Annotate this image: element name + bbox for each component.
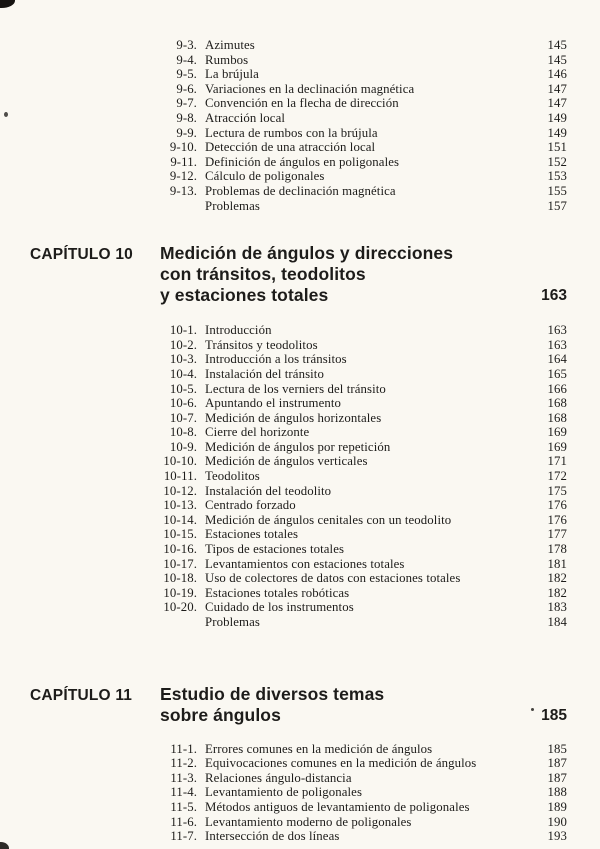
toc-row bbox=[150, 140, 567, 155]
entry-number: 9-3. bbox=[176, 38, 197, 52]
toc-row bbox=[150, 586, 567, 601]
entry-page: 171 bbox=[547, 454, 567, 469]
toc-row bbox=[150, 111, 567, 126]
entry-page: 175 bbox=[547, 483, 567, 498]
entry-page: 182 bbox=[547, 585, 567, 600]
entry-page: 182 bbox=[547, 571, 567, 586]
entry-number: 10-3. bbox=[169, 352, 197, 367]
entry-title: Levantamiento de poligonales bbox=[205, 785, 363, 800]
entry-title: Cierre del horizonte bbox=[205, 425, 310, 440]
entry-title: Levantamiento moderno de poligonales bbox=[205, 814, 412, 829]
entry-title: Levantamientos con estaciones totales bbox=[205, 556, 405, 571]
entry-page: 149 bbox=[547, 125, 567, 140]
toc-row bbox=[150, 557, 567, 572]
chapter-title-line: Estudio de diversos temas bbox=[160, 683, 385, 704]
entry-number bbox=[150, 615, 205, 630]
entry-number: 10-2. bbox=[169, 337, 197, 352]
chapter-10-entries bbox=[150, 323, 567, 629]
entry-page: 147 bbox=[547, 81, 567, 96]
entry-title: Tipos de estaciones totales bbox=[205, 542, 345, 557]
toc-row bbox=[150, 771, 567, 786]
entry-page: 149 bbox=[547, 110, 567, 125]
entry-number: 10-13. bbox=[163, 498, 197, 513]
chapter-11-entries bbox=[150, 742, 567, 844]
entry-number: 9-13. bbox=[169, 183, 197, 198]
entry-title: Instalación del teodolito bbox=[205, 483, 332, 498]
toc-row bbox=[150, 498, 567, 513]
entry-title: Intersección de dos líneas bbox=[205, 829, 340, 844]
entry-page: 163 bbox=[547, 337, 567, 352]
chapter-10-heading bbox=[30, 243, 567, 306]
toc-row bbox=[150, 425, 567, 440]
entry-title: Uso de colectores de datos con estaciones totales bbox=[205, 571, 461, 586]
toc-row bbox=[150, 96, 567, 111]
entry-title: Cuidado de los instrumentos bbox=[205, 600, 354, 615]
chapter-11-heading bbox=[30, 684, 567, 726]
entry-title: Lectura de los verniers del tránsito bbox=[205, 381, 386, 396]
entry-page: 185 bbox=[547, 741, 567, 756]
entry-number: 10-20. bbox=[163, 600, 197, 615]
entry-number: 9-12. bbox=[169, 169, 197, 184]
entry-title: Variaciones en la declinación magnética bbox=[205, 81, 415, 96]
entry-page: 189 bbox=[547, 799, 567, 814]
toc-row bbox=[150, 527, 567, 542]
entry-number: 9-7. bbox=[176, 96, 197, 111]
entry-number: 10-15. bbox=[163, 527, 197, 542]
entry-page: 146 bbox=[547, 67, 567, 82]
toc-row bbox=[150, 82, 567, 97]
entry-page: 163 bbox=[547, 323, 567, 338]
entry-number: 10-6. bbox=[169, 396, 197, 411]
entry-number: 10-4. bbox=[169, 366, 197, 381]
entry-number: 11-7. bbox=[170, 829, 197, 844]
entry-title: Problemas de declinación magnética bbox=[205, 183, 396, 198]
toc-row bbox=[150, 800, 567, 815]
toc-row bbox=[150, 367, 567, 382]
chapter-title-line: y estaciones totales bbox=[160, 285, 329, 306]
entry-title: Detección de una atracción local bbox=[205, 140, 376, 155]
toc-row bbox=[150, 396, 567, 411]
toc-row bbox=[150, 53, 567, 68]
entry-page: 145 bbox=[547, 52, 567, 67]
entry-title: Atracción local bbox=[205, 110, 286, 125]
chapter-title-line: sobre ángulos bbox=[160, 704, 281, 725]
chapter-title bbox=[160, 684, 541, 726]
toc-row bbox=[150, 169, 567, 184]
entry-title: Problemas bbox=[205, 198, 260, 213]
entry-number: 11-1. bbox=[170, 741, 197, 756]
entry-number: 10-10. bbox=[163, 454, 197, 469]
entry-number: 10-9. bbox=[169, 439, 197, 454]
entry-number: 10-7. bbox=[169, 410, 197, 425]
toc-row bbox=[150, 829, 567, 844]
entry-title: Instalación del tránsito bbox=[205, 366, 324, 381]
toc-row bbox=[150, 469, 567, 484]
entry-title: Estaciones totales robóticas bbox=[205, 585, 350, 600]
toc-row bbox=[150, 615, 567, 630]
entry-page: 168 bbox=[547, 410, 567, 425]
entry-title: Centrado forzado bbox=[205, 498, 296, 513]
entry-title: Tránsitos y teodolitos bbox=[205, 337, 318, 352]
scan-artifact bbox=[531, 708, 534, 711]
entry-number: 10-19. bbox=[163, 585, 197, 600]
toc-row bbox=[150, 600, 567, 615]
entry-page: 188 bbox=[547, 785, 567, 800]
entry-title: Apuntando el instrumento bbox=[205, 396, 342, 411]
toc-row bbox=[150, 440, 567, 455]
chapter-page: 163 bbox=[541, 287, 567, 305]
toc-row bbox=[150, 126, 567, 141]
toc-row bbox=[150, 352, 567, 367]
entry-title: Definición de ángulos en poligonales bbox=[205, 154, 400, 169]
entry-number: 9-4. bbox=[176, 52, 197, 67]
entry-title: Teodolitos bbox=[205, 469, 260, 484]
toc-row bbox=[150, 756, 567, 771]
entry-page: 187 bbox=[547, 756, 567, 771]
entry-page: 178 bbox=[547, 542, 567, 557]
entry-number: 9-10. bbox=[169, 140, 197, 155]
entry-page: 155 bbox=[547, 183, 567, 198]
entry-page: 193 bbox=[547, 829, 567, 844]
toc-row bbox=[150, 513, 567, 528]
entry-page: 177 bbox=[547, 527, 567, 542]
entry-page: 176 bbox=[547, 512, 567, 527]
entry-page: 169 bbox=[547, 425, 567, 440]
toc-row bbox=[150, 454, 567, 469]
entry-page: 190 bbox=[547, 814, 567, 829]
entry-title: Lectura de rumbos con la brújula bbox=[205, 125, 378, 140]
entry-number: 10-8. bbox=[169, 425, 197, 440]
entry-title: Medición de ángulos horizontales bbox=[205, 410, 382, 425]
entry-page: 181 bbox=[547, 556, 567, 571]
toc-row bbox=[150, 338, 567, 353]
entry-title: Rumbos bbox=[205, 52, 249, 67]
entry-number: 10-14. bbox=[163, 512, 197, 527]
entry-title: Azimutes bbox=[205, 38, 255, 52]
chapter-title bbox=[160, 243, 541, 306]
entry-number: 10-11. bbox=[163, 469, 197, 484]
entry-page: 183 bbox=[547, 600, 567, 615]
entry-title: Métodos antiguos de levantamiento de poligonales bbox=[205, 799, 470, 814]
entry-title: Medición de ángulos verticales bbox=[205, 454, 368, 469]
entry-page: 187 bbox=[547, 770, 567, 785]
entry-page: 164 bbox=[547, 352, 567, 367]
entry-page: 147 bbox=[547, 96, 567, 111]
entry-title: Convención en la flecha de dirección bbox=[205, 96, 399, 111]
entry-title: Cálculo de poligonales bbox=[205, 169, 325, 184]
chapter-label: CAPÍTULO 11 bbox=[30, 686, 133, 704]
entry-number: 9-9. bbox=[176, 125, 197, 140]
entry-number: 10-5. bbox=[169, 381, 197, 396]
toc-row bbox=[150, 785, 567, 800]
entry-title: Estaciones totales bbox=[205, 527, 299, 542]
entry-number: 10-18. bbox=[163, 571, 197, 586]
toc-row bbox=[150, 815, 567, 830]
chapter-page: 185 bbox=[541, 706, 567, 724]
entry-number: 11-5. bbox=[170, 799, 197, 814]
entry-number: 9-5. bbox=[176, 67, 197, 82]
toc-row bbox=[150, 382, 567, 397]
toc-row bbox=[150, 38, 567, 53]
chapter-title-line: Medición de ángulos y direcciones bbox=[160, 243, 454, 264]
entry-page: 176 bbox=[547, 498, 567, 513]
entry-number: 10-17. bbox=[163, 556, 197, 571]
entry-number: 9-6. bbox=[176, 81, 197, 96]
scan-artifact bbox=[4, 112, 8, 117]
entry-number: 11-4. bbox=[170, 785, 197, 800]
toc-row bbox=[150, 411, 567, 426]
entry-title: Problemas bbox=[205, 615, 260, 629]
entry-title: Medición de ángulos por repetición bbox=[205, 439, 391, 454]
entry-title: Equivocaciones comunes en la medición de ángulos bbox=[205, 756, 477, 771]
entry-number: 10-1. bbox=[169, 323, 197, 338]
toc-row bbox=[150, 742, 567, 757]
chapter-title-line: con tránsitos, teodolitos bbox=[160, 264, 366, 285]
entry-number bbox=[150, 199, 205, 214]
entry-page: 172 bbox=[547, 469, 567, 484]
entry-page: 166 bbox=[547, 381, 567, 396]
entry-number: 10-16. bbox=[163, 542, 197, 557]
entry-page: 151 bbox=[547, 140, 567, 155]
toc-row bbox=[150, 199, 567, 214]
entry-number: 11-2. bbox=[170, 756, 197, 771]
entry-title: Introducción a los tránsitos bbox=[205, 352, 347, 367]
entry-title: Introducción bbox=[205, 323, 272, 338]
toc-row bbox=[150, 323, 567, 338]
entry-page: 157 bbox=[547, 198, 567, 213]
entry-page: 169 bbox=[547, 439, 567, 454]
entry-number: 11-3. bbox=[170, 770, 197, 785]
entry-title: Relaciones ángulo-distancia bbox=[205, 770, 352, 785]
entry-page: 153 bbox=[547, 169, 567, 184]
toc-row bbox=[150, 571, 567, 586]
entry-number: 10-12. bbox=[163, 483, 197, 498]
chapter-9-entries bbox=[150, 38, 567, 213]
entry-number: 9-11. bbox=[170, 154, 197, 169]
toc-row bbox=[150, 67, 567, 82]
toc-row bbox=[150, 542, 567, 557]
toc-row bbox=[150, 184, 567, 199]
entry-page: 152 bbox=[547, 154, 567, 169]
toc-row bbox=[150, 484, 567, 499]
entry-title: Medición de ángulos cenitales con un teodolito bbox=[205, 512, 452, 527]
entry-number: 11-6. bbox=[170, 814, 197, 829]
entry-page: 184 bbox=[547, 615, 567, 629]
entry-title: Errores comunes en la medición de ángulos bbox=[205, 741, 433, 756]
chapter-label: CAPÍTULO 10 bbox=[30, 246, 133, 264]
entry-number: 9-8. bbox=[176, 110, 197, 125]
entry-page: 168 bbox=[547, 396, 567, 411]
entry-title: La brújula bbox=[205, 67, 259, 82]
entry-page: 165 bbox=[547, 366, 567, 381]
toc-row bbox=[150, 155, 567, 170]
entry-page: 145 bbox=[547, 38, 567, 52]
